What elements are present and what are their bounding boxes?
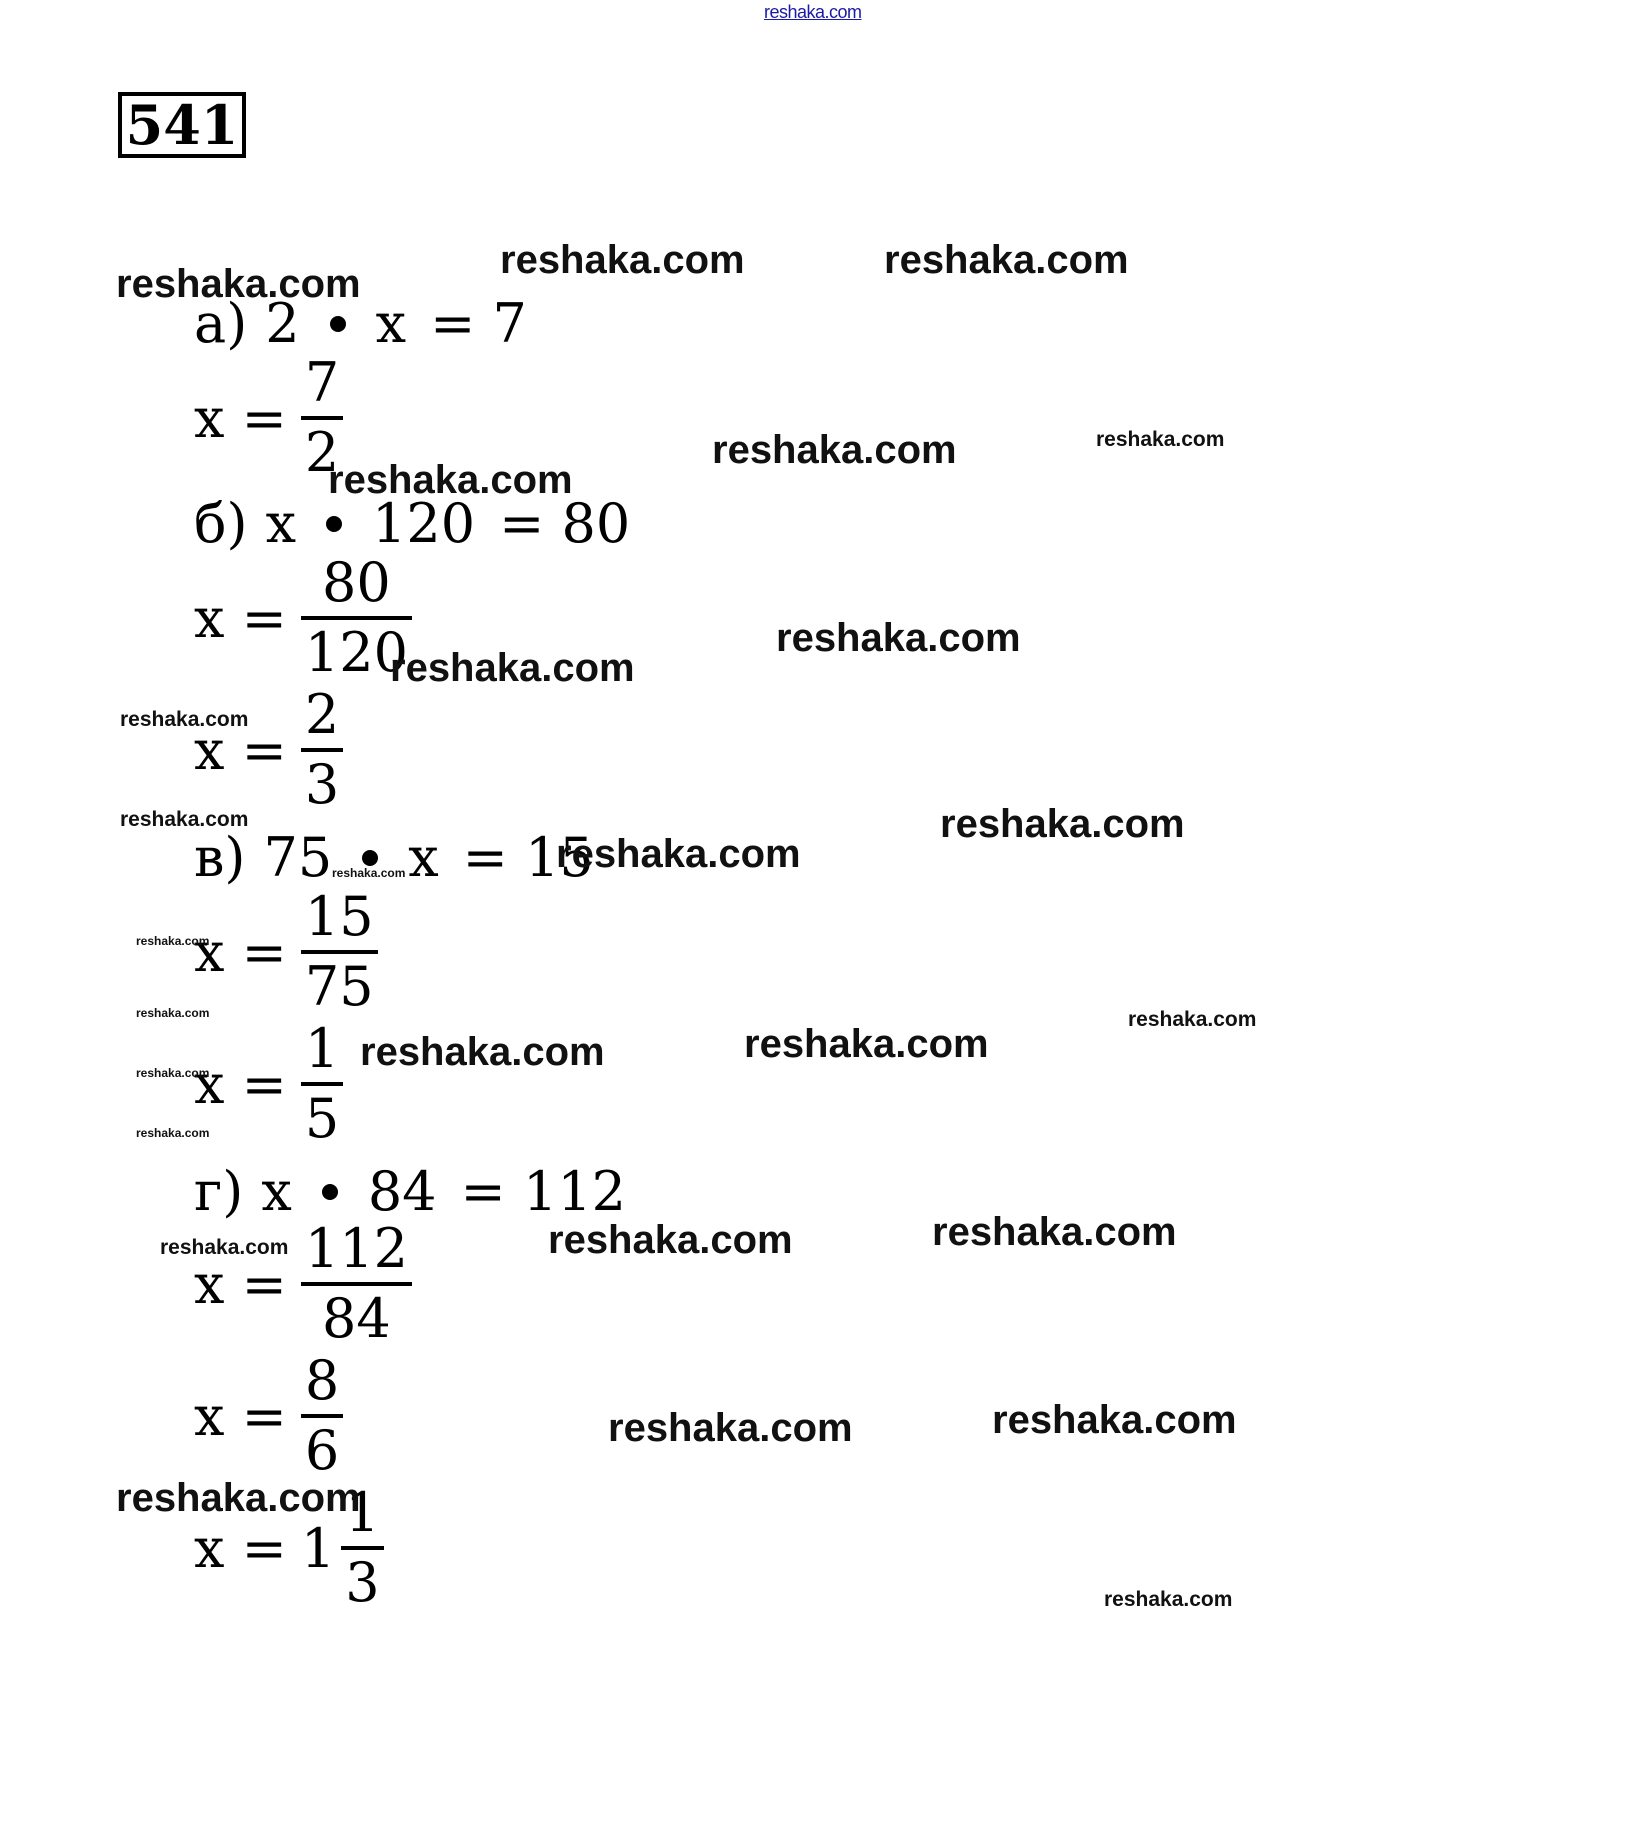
denominator: 6 — [304, 1419, 340, 1482]
lhs: x = — [194, 718, 287, 782]
part-label: б) — [194, 492, 248, 555]
fraction-bar — [301, 1414, 343, 1418]
fraction-bar — [301, 1082, 343, 1086]
watermark: reshaka.com — [390, 646, 635, 690]
watermark: reshaka.com — [500, 238, 745, 282]
part-label: г) — [194, 1160, 244, 1223]
step-a1 — [194, 351, 343, 484]
watermark: reshaka.com — [1096, 428, 1225, 451]
exercise-number: 541 — [118, 92, 246, 158]
step-b1 — [194, 551, 412, 684]
watermark: reshaka.com — [776, 616, 1021, 660]
watermark: reshaka.com — [136, 1126, 210, 1140]
watermark: reshaka.com — [328, 458, 573, 502]
lhs: x = — [194, 1252, 287, 1316]
watermark: reshaka.com — [548, 1218, 793, 1262]
multiply-dot-icon — [322, 1184, 338, 1200]
lhs: x = — [194, 1384, 287, 1448]
lhs: x = — [194, 386, 287, 450]
watermark: reshaka.com — [136, 1066, 210, 1080]
numerator: 1 — [345, 1481, 380, 1544]
whole-part: 1 — [300, 1516, 336, 1580]
watermark: reshaka.com — [940, 802, 1185, 846]
lhs: x = — [194, 1516, 287, 1580]
watermark: reshaka.com — [884, 238, 1129, 282]
denominator: 3 — [345, 1551, 380, 1614]
watermark: reshaka.com — [136, 934, 210, 948]
result: = 112 — [460, 1160, 627, 1223]
multiply-dot-icon — [362, 850, 378, 866]
operand: 2 — [265, 292, 300, 355]
watermark: reshaka.com — [116, 262, 361, 306]
operand: x — [408, 826, 439, 889]
denominator: 3 — [304, 753, 340, 816]
watermark: reshaka.com — [116, 1476, 361, 1520]
result: = 15 — [462, 826, 594, 889]
numerator: 7 — [304, 351, 340, 414]
numerator: 2 — [304, 683, 340, 746]
step-g2 — [194, 1349, 343, 1482]
denominator: 120 — [304, 621, 408, 684]
denominator: 84 — [322, 1287, 391, 1350]
watermark: reshaka.com — [712, 428, 957, 472]
lhs: x = — [194, 1052, 287, 1116]
denominator: 75 — [304, 955, 374, 1018]
lhs: x = — [194, 586, 287, 650]
watermark: reshaka.com — [556, 832, 801, 876]
header-link[interactable]: reshaka.com — [764, 2, 862, 22]
watermark: reshaka.com — [120, 808, 249, 831]
equation-g — [194, 1160, 626, 1223]
operand: 75 — [263, 826, 333, 889]
watermark: reshaka.com — [1104, 1588, 1233, 1611]
watermark: reshaka.com — [360, 1030, 605, 1074]
watermark: reshaka.com — [332, 866, 406, 880]
watermark: reshaka.com — [136, 1006, 210, 1020]
watermark: reshaka.com — [608, 1406, 853, 1450]
operand: 84 — [367, 1160, 437, 1223]
fraction — [301, 683, 343, 816]
watermark: reshaka.com — [744, 1022, 989, 1066]
part-label: а) — [194, 292, 248, 355]
fraction-bar — [301, 416, 343, 420]
watermark: reshaka.com — [120, 708, 249, 731]
watermark: reshaka.com — [160, 1236, 289, 1259]
step-v2 — [194, 1017, 343, 1150]
numerator: 112 — [304, 1217, 408, 1280]
watermark: reshaka.com — [1128, 1008, 1257, 1031]
numerator: 15 — [304, 885, 374, 948]
fraction-bar — [301, 1282, 412, 1286]
numerator: 1 — [304, 1017, 340, 1080]
lhs: x = — [194, 920, 287, 984]
operand: x — [375, 292, 407, 355]
fraction-bar — [301, 950, 378, 954]
fraction — [301, 1217, 412, 1350]
step-v1 — [194, 885, 378, 1018]
numerator: 80 — [322, 551, 391, 614]
result: = 80 — [499, 492, 631, 555]
fraction-bar — [301, 616, 412, 620]
denominator: 2 — [304, 421, 340, 484]
step-b2 — [194, 683, 343, 816]
numerator: 8 — [304, 1349, 340, 1412]
fraction-bar — [301, 748, 343, 752]
operand: x — [265, 492, 297, 555]
denominator: 5 — [304, 1087, 340, 1150]
fraction — [301, 1349, 343, 1482]
multiply-dot-icon — [326, 516, 342, 532]
watermark: reshaka.com — [932, 1210, 1177, 1254]
operand: 120 — [372, 492, 476, 555]
result: = 7 — [430, 292, 527, 355]
fraction — [301, 1017, 343, 1150]
part-label: в) — [194, 826, 246, 889]
fraction — [301, 885, 378, 1018]
watermark: reshaka.com — [992, 1398, 1237, 1442]
fraction-bar — [341, 1546, 383, 1550]
operand: x — [261, 1160, 292, 1223]
multiply-dot-icon — [330, 316, 346, 332]
